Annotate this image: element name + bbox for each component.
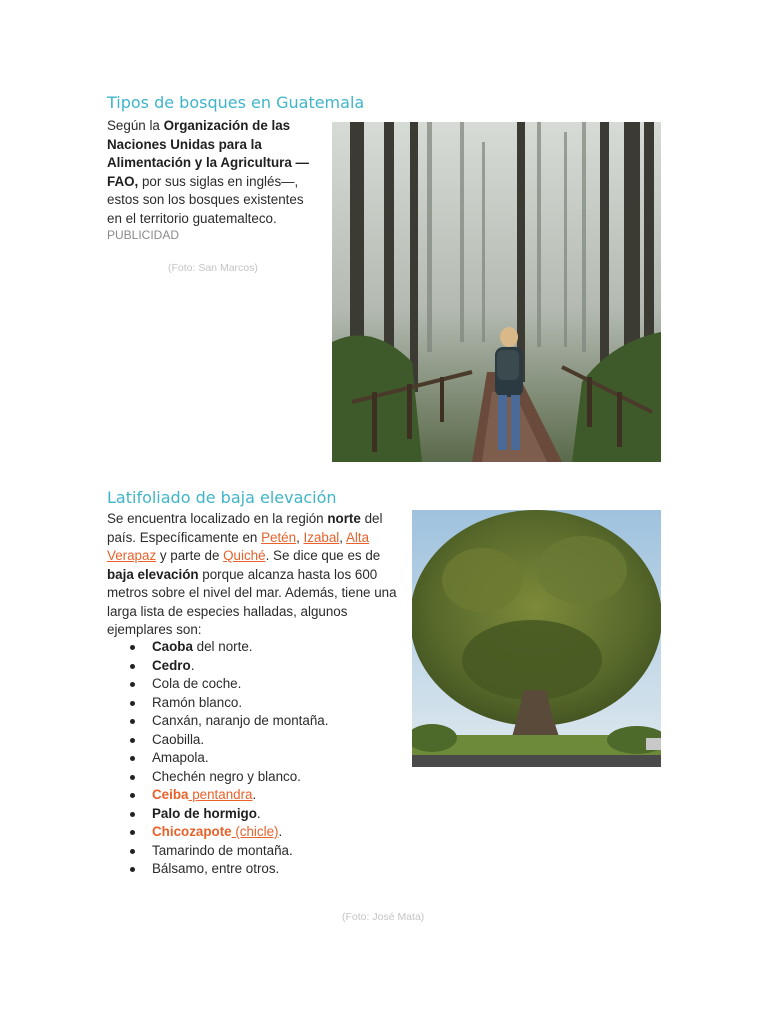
list-item [107,768,407,787]
text: . [256,805,261,821]
list-item [107,638,407,657]
list-item [107,823,407,842]
text: del norte. [192,639,253,654]
text: , [296,529,304,545]
text: . Se dice que es de [265,548,381,563]
intro-text-end: por sus siglas en inglés—, estos son los bosques existentes en el territorio guatemalteco. [107,173,304,226]
link-izabal[interactable]: Izabal [303,529,340,545]
tree-illustration [412,510,661,767]
species-bold: Cedro [152,657,191,673]
text: Bálsamo, entre otros. [152,861,280,876]
link-ceiba-pentandra[interactable]: pentandra [188,787,253,802]
list-item [107,805,407,824]
latifoliado-paragraph [107,510,399,640]
text: . [252,787,257,802]
link-chicle[interactable]: (chicle) [231,824,279,839]
list-item [107,786,407,805]
forest-path-photo [332,122,661,462]
link-peten[interactable]: Petén [261,529,297,545]
forest-path-illustration [332,122,661,462]
list-item [107,749,407,768]
text: . [190,657,195,673]
intro-text: Según la [107,118,164,133]
ad-label: PUBLICIDAD [107,228,180,242]
list-item [107,860,407,879]
fao-name: Organización de las Naciones Unidas para la Alimentación y la Agricultura — FAO, [107,118,309,189]
text: del país. Específicamente en [107,511,383,545]
species-bold: Palo de hormigo [152,805,257,821]
bold-baja-elevacion: baja elevación [107,566,199,582]
text: Tamarindo de montaña. [152,842,293,858]
ceiba-tree-photo [412,510,661,767]
link-alta-verapaz[interactable]: Alta Verapaz [107,529,370,563]
list-item [107,712,407,731]
list-item [107,694,407,713]
text: Amapola. [152,750,209,765]
species-link-bold[interactable]: Ceiba [152,787,189,802]
intro-paragraph [107,117,322,228]
section-heading: Tipos de bosques en Guatemala [107,93,365,112]
text: Canxán, naranjo de montaña. [152,713,329,728]
text: , [339,529,346,545]
text: Ramón blanco. [152,694,243,710]
photo-caption: (Foto: San Marcos) [168,262,258,274]
text: Chechén negro y blanco. [152,768,301,784]
bold-norte: norte [327,511,361,526]
species-bold: Caoba [152,639,193,654]
list-item [107,657,407,676]
text: Se encuentra localizado en la región [107,511,328,526]
list-item [107,675,407,694]
photo-caption-jose-mata: (Foto: José Mata) [342,911,425,923]
text: porque alcanza hasta los 600 metros sobre el nivel del mar. Además, tiene una larga lista de especies halladas, algunos ejemplares son: [107,566,397,637]
section-heading-latifoliado: Latifoliado de baja elevación [107,488,337,507]
species-list [107,638,407,879]
list-item [107,731,407,750]
text: Caobilla. [152,731,205,747]
text: Cola de coche. [152,676,242,691]
link-quiche[interactable]: Quiché [223,548,266,563]
list-item [107,842,407,861]
text: y parte de [156,548,224,563]
species-link-bold[interactable]: Chicozapote [152,824,232,839]
text: . [278,824,283,839]
